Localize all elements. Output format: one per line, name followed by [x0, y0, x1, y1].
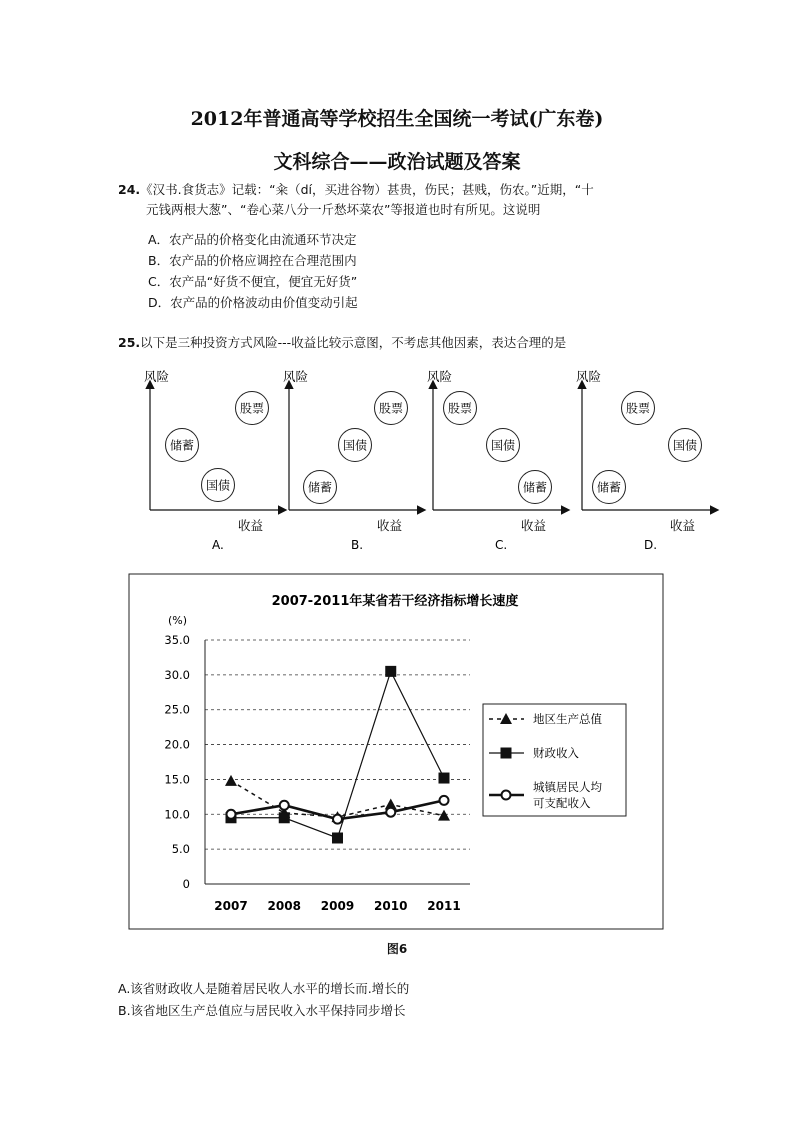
triangle-marker [438, 810, 450, 821]
investment-label: 国债 [672, 438, 698, 453]
option-b: B．农产品的价格应调控在合理范围内 [148, 253, 357, 268]
figure-caption: 图6 [386, 942, 408, 956]
risk-return-diagrams [0, 360, 794, 560]
answer-option-b: B.该省地区生产总值应与居民收入水平保持同步增长 [118, 1003, 406, 1018]
y-tick-label: 30.0 [164, 667, 190, 682]
x-axis-label: 收益 [521, 518, 547, 533]
legend-label: 财政收入 [533, 746, 579, 760]
y-axis-label: 风险 [427, 369, 453, 384]
square-marker [501, 748, 512, 759]
y-axis-unit: (%) [168, 614, 188, 627]
circle-marker [502, 791, 511, 800]
investment-label: 国债 [342, 438, 368, 453]
stem-text: 以下是三种投资方式风险---收益比较示意图，不考虑其他因素，表达合理的是 [140, 335, 567, 350]
investment-label: 股票 [378, 401, 404, 416]
question-24-stem [118, 180, 678, 220]
panel-label: C. [495, 538, 508, 552]
line-chart [128, 573, 668, 931]
y-tick-label: 20.0 [164, 737, 190, 752]
diagram-panel [144, 369, 285, 552]
investment-label: 储蓄 [307, 480, 333, 495]
question-number: 24. [118, 182, 141, 197]
circle-marker [280, 801, 289, 810]
option-a: A．农产品的价格变化由流通环节决定 [148, 232, 357, 247]
question-25-stem [118, 333, 566, 353]
x-axis-label: 收益 [377, 518, 403, 533]
circle-marker [227, 810, 236, 819]
x-tick-label: 2008 [267, 899, 301, 913]
square-marker [385, 666, 396, 677]
x-axis-label: 收益 [670, 518, 696, 533]
panel-label: D. [644, 538, 658, 552]
stem-line: 《汉书.食货志》记载：“籴（dí，买进谷物）甚贵，伤民；甚贱，伤农。”近期，“十 [140, 182, 594, 197]
y-tick-label: 0 [182, 877, 190, 891]
triangle-marker [225, 775, 237, 786]
y-tick-label: 10.0 [164, 807, 190, 822]
circle-marker [386, 808, 395, 817]
y-axis-label: 风险 [144, 369, 170, 384]
option-d: D．农产品的价格波动由价值变动引起 [148, 295, 358, 310]
exam-subtitle: 文科综合——政治试题及答案 [273, 151, 521, 173]
chart-title: 2007-2011年某省若干经济指标增长速度 [271, 594, 519, 609]
y-tick-label: 5.0 [171, 842, 190, 857]
y-tick-label: 15.0 [164, 772, 190, 787]
exam-title: 2012年普通高等学校招生全国统一考试(广东卷) [190, 108, 604, 130]
circle-marker [333, 815, 342, 824]
investment-label: 储蓄 [596, 480, 622, 495]
x-axis-label: 收益 [238, 518, 264, 533]
x-tick-label: 2007 [214, 899, 248, 913]
investment-label: 股票 [447, 401, 473, 416]
square-marker [332, 832, 343, 843]
investment-label: 储蓄 [522, 480, 548, 495]
y-tick-label: 35.0 [164, 633, 190, 647]
x-tick-label: 2011 [427, 899, 461, 913]
question-number: 25. [118, 335, 141, 350]
square-marker [439, 773, 450, 784]
panel-label: A. [212, 538, 224, 552]
investment-label: 国债 [205, 478, 231, 493]
y-axis-label: 风险 [283, 369, 309, 384]
legend-label: 城镇居民人均 [533, 780, 602, 794]
investment-label: 股票 [625, 401, 651, 416]
diagram-panel [283, 369, 424, 552]
x-tick-label: 2009 [320, 899, 355, 913]
y-axis-label: 风险 [576, 369, 602, 384]
option-c: C．农产品“好货不便宜，便宜无好货” [148, 274, 358, 289]
investment-label: 股票 [239, 401, 265, 416]
legend-label: 地区生产总值 [533, 712, 602, 726]
legend-label: 可支配收入 [533, 796, 591, 810]
circle-marker [440, 796, 449, 805]
y-tick-label: 25.0 [164, 702, 190, 717]
stem-line: 元钱两根大葱”、“卷心菜八分一斤愁坏菜农”等报道也时有所见。这说明 [146, 202, 541, 217]
legend [483, 704, 626, 816]
x-tick-label: 2010 [374, 899, 408, 913]
diagram-panel [427, 369, 568, 552]
investment-label: 储蓄 [169, 438, 195, 453]
diagram-panel [576, 369, 717, 552]
investment-label: 国债 [490, 438, 516, 453]
square-marker [279, 812, 290, 823]
panel-label: B. [351, 538, 364, 552]
answer-option-a: A.该省财政收人是随着居民收人水平的增长而.增长的 [118, 981, 410, 996]
